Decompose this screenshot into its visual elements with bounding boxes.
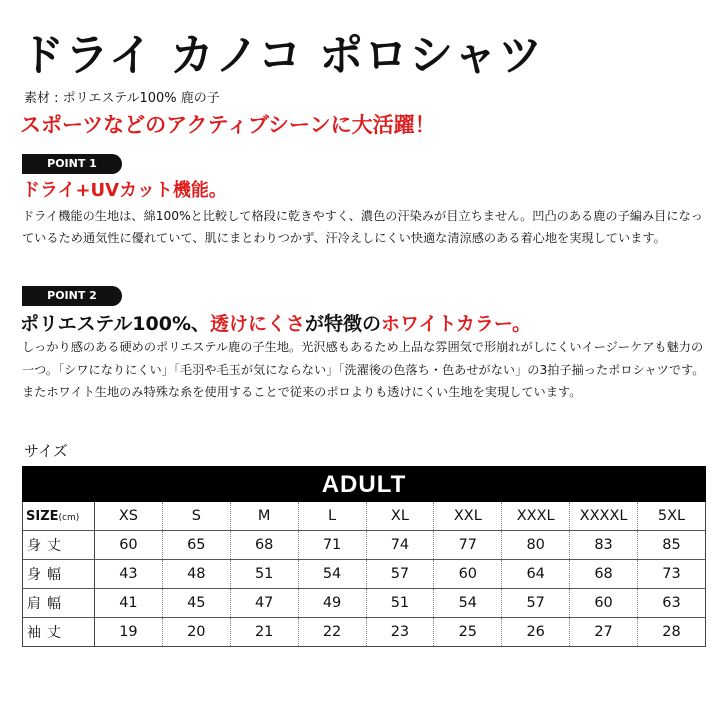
size-table-body bbox=[23, 502, 706, 647]
size-header-5xl: 5XL bbox=[638, 502, 706, 531]
table-cell: 51 bbox=[230, 560, 298, 589]
row-label: 肩幅 bbox=[23, 589, 95, 618]
size-section-label: サイズ bbox=[24, 442, 68, 460]
size-header-l: L bbox=[298, 502, 366, 531]
point2-heading-part1: ポリエステル100%、 bbox=[20, 313, 210, 335]
table-row bbox=[23, 531, 706, 560]
table-cell: 20 bbox=[162, 618, 230, 647]
point1-body: ドライ機能の生地は、綿100%と比較して格段に乾きやすく、濃色の汗染みが目立ちません。凹凸のある鹿の子編み目になっているため通気性に優れていて、肌にまとわりつかず、汗冷えしにくい快適な清涼感のある着心地を実現しています。 bbox=[22, 209, 703, 245]
table-cell: 60 bbox=[95, 531, 163, 560]
size-header-m: M bbox=[230, 502, 298, 531]
table-cell: 23 bbox=[366, 618, 434, 647]
point2-badge: POINT 2 bbox=[22, 286, 122, 306]
size-header-row bbox=[23, 502, 706, 531]
row-label: 身丈 bbox=[23, 531, 95, 560]
point1-heading: ドライ+UVカット機能。 bbox=[22, 180, 227, 201]
point2-body: しっかり感のある硬めのポリエステル鹿の子生地。光沢感もあるため上品な雰囲気で形崩れがしにくいイージーケアも魅力の一つ。「シワになりにくい」「毛羽や毛玉が気にならない」「洗濯後の色落ち・色あせがない」の3拍子揃ったポロシャツです。またホワイト生地のみ特殊な糸を使用することで従来のポロよりも透けにくい生地を実現しています。 bbox=[22, 340, 705, 399]
size-header-xl: XL bbox=[366, 502, 434, 531]
size-header-xxxl: XXXL bbox=[502, 502, 570, 531]
size-header-unit: (cm) bbox=[58, 512, 80, 523]
size-header-label: SIZE bbox=[26, 508, 59, 524]
table-cell: 73 bbox=[638, 560, 706, 589]
table-cell: 27 bbox=[570, 618, 638, 647]
table-cell: 68 bbox=[230, 531, 298, 560]
point2-heading-part4: ホワイトカラー。 bbox=[381, 313, 532, 335]
table-cell: 48 bbox=[162, 560, 230, 589]
table-cell: 80 bbox=[502, 531, 570, 560]
table-cell: 65 bbox=[162, 531, 230, 560]
table-cell: 54 bbox=[434, 589, 502, 618]
size-header-xxl: XXL bbox=[434, 502, 502, 531]
size-header-xxxxl: XXXXL bbox=[570, 502, 638, 531]
table-cell: 74 bbox=[366, 531, 434, 560]
table-cell: 85 bbox=[638, 531, 706, 560]
table-cell: 43 bbox=[95, 560, 163, 589]
table-cell: 45 bbox=[162, 589, 230, 618]
table-cell: 51 bbox=[366, 589, 434, 618]
table-cell: 26 bbox=[502, 618, 570, 647]
row-label: 袖丈 bbox=[23, 618, 95, 647]
point2-heading-part2: 透けにくさ bbox=[210, 313, 306, 335]
table-cell: 83 bbox=[570, 531, 638, 560]
material-text: 素材 : ポリエステル100% 鹿の子 bbox=[24, 91, 220, 106]
size-category-bar: ADULT bbox=[22, 466, 706, 502]
table-cell: 25 bbox=[434, 618, 502, 647]
table-cell: 68 bbox=[570, 560, 638, 589]
table-cell: 60 bbox=[434, 560, 502, 589]
point1-badge: POINT 1 bbox=[22, 154, 122, 174]
table-cell: 57 bbox=[366, 560, 434, 589]
point2-heading bbox=[20, 310, 531, 338]
table-cell: 28 bbox=[638, 618, 706, 647]
size-header-s: S bbox=[162, 502, 230, 531]
table-cell: 77 bbox=[434, 531, 502, 560]
table-cell: 64 bbox=[502, 560, 570, 589]
table-cell: 49 bbox=[298, 589, 366, 618]
table-cell: 21 bbox=[230, 618, 298, 647]
table-cell: 63 bbox=[638, 589, 706, 618]
size-header-cell bbox=[23, 502, 95, 531]
size-table bbox=[22, 502, 706, 647]
table-cell: 57 bbox=[502, 589, 570, 618]
table-cell: 60 bbox=[570, 589, 638, 618]
table-cell: 19 bbox=[95, 618, 163, 647]
catchphrase: スポーツなどのアクティブシーンに大活躍！ bbox=[20, 113, 436, 137]
table-cell: 41 bbox=[95, 589, 163, 618]
table-row bbox=[23, 589, 706, 618]
row-label: 身幅 bbox=[23, 560, 95, 589]
table-cell: 22 bbox=[298, 618, 366, 647]
table-cell: 54 bbox=[298, 560, 366, 589]
product-title: ドライ カノコ ポロシャツ bbox=[20, 30, 544, 81]
table-cell: 71 bbox=[298, 531, 366, 560]
table-row bbox=[23, 560, 706, 589]
point2-heading-part3: が特徴の bbox=[305, 313, 382, 335]
size-header-xs: XS bbox=[95, 502, 163, 531]
table-cell: 47 bbox=[230, 589, 298, 618]
table-row bbox=[23, 618, 706, 647]
